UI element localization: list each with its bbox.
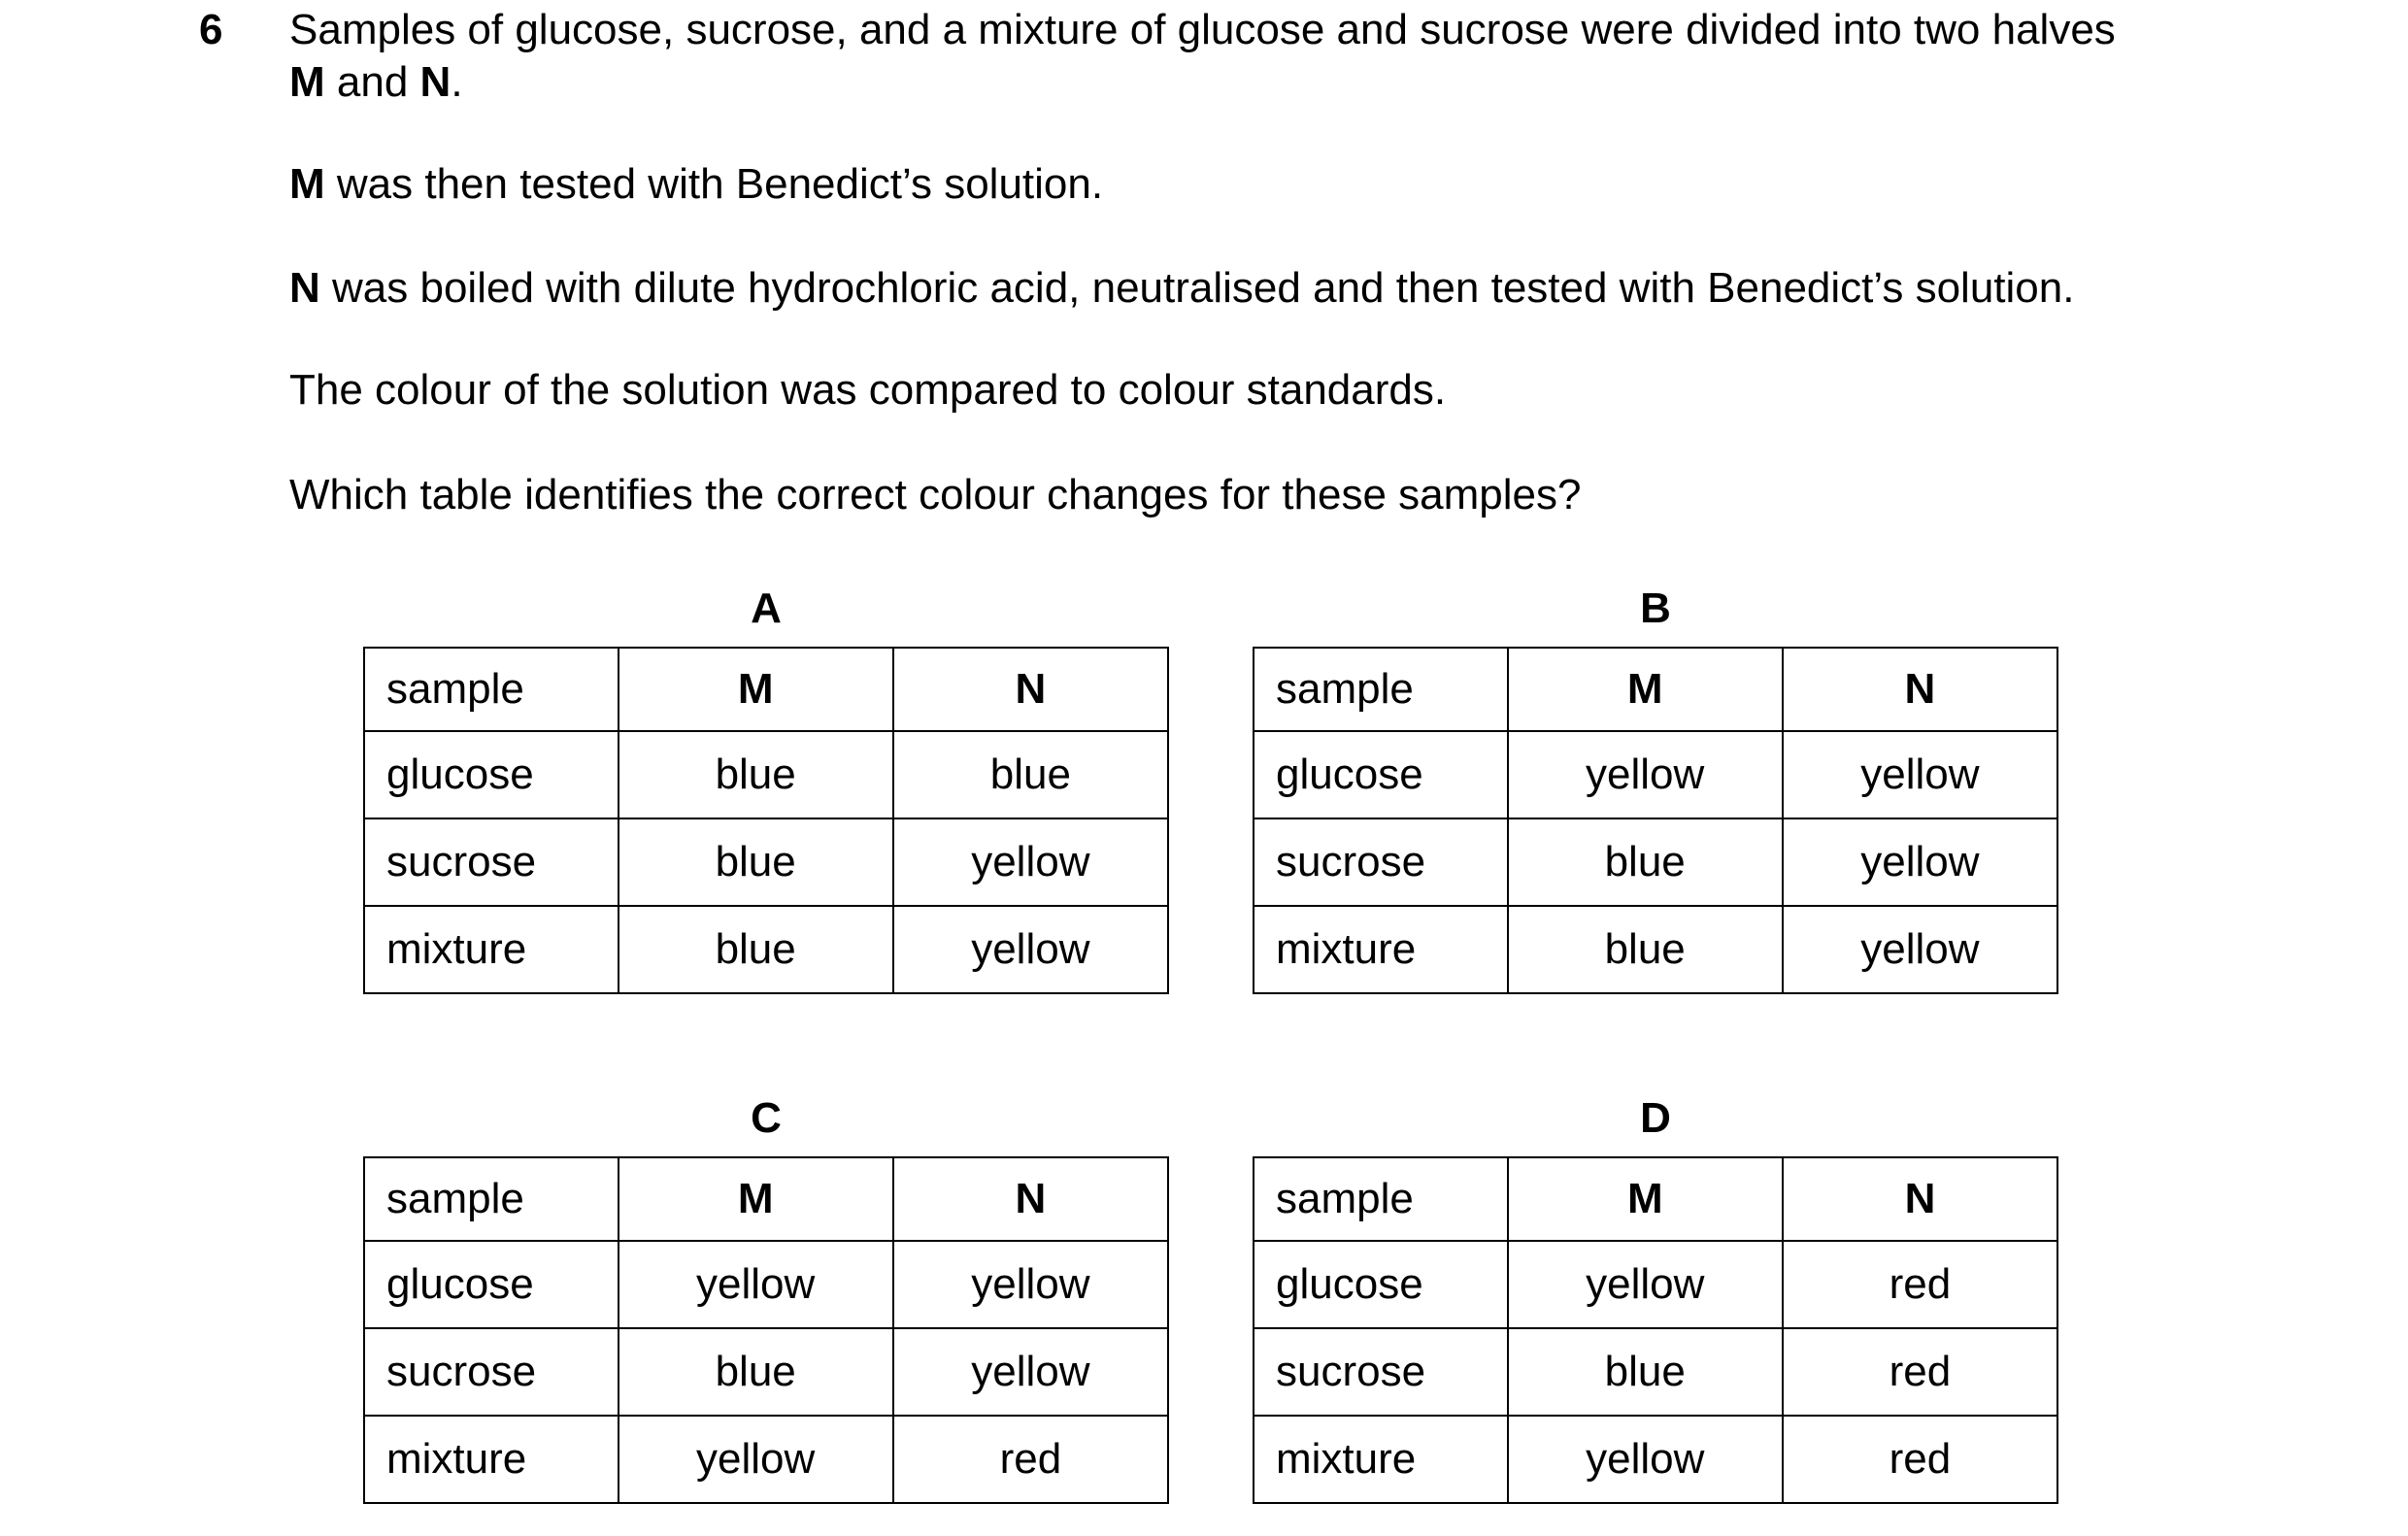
table-row (1254, 1416, 2057, 1503)
cell-n: yellow (893, 906, 1168, 993)
cell-sample: glucose (1254, 731, 1508, 818)
table-row (364, 1416, 1168, 1503)
cell-m: yellow (1508, 1416, 1783, 1503)
cell-n: red (893, 1416, 1168, 1503)
cell-m: yellow (1508, 1241, 1783, 1328)
cell-n: red (1783, 1241, 2057, 1328)
header-m: M (1508, 1157, 1783, 1241)
cell-m: blue (619, 731, 893, 818)
option-table (1253, 647, 2058, 994)
cell-n: blue (893, 731, 1168, 818)
question-prompt: Which table identifies the correct colour changes for these samples? (289, 471, 1582, 518)
option-label: C (751, 1094, 782, 1142)
cell-n: yellow (893, 1241, 1168, 1328)
table-row (364, 906, 1168, 993)
cell-n: yellow (1783, 818, 2057, 906)
cell-sample: glucose (1254, 1241, 1508, 1328)
cell-n: red (1783, 1416, 2057, 1503)
table-header-row (364, 648, 1168, 731)
cell-sample: sucrose (364, 818, 619, 906)
header-n: N (1783, 648, 2057, 731)
header-m: M (619, 1157, 893, 1241)
cell-m: blue (1508, 818, 1783, 906)
cell-m: blue (1508, 906, 1783, 993)
table-row (364, 1328, 1168, 1416)
n-test-text: was boiled with dilute hydrochloric acid, neutralised and then tested with Benedict’s solution. (319, 264, 2075, 312)
option-table (363, 647, 1169, 994)
cell-sample: glucose (364, 1241, 619, 1328)
cell-sample: sucrose (1254, 1328, 1508, 1416)
header-sample: sample (1254, 648, 1508, 731)
intro-line-1: Samples of glucose, sucrose, and a mixture of glucose and sucrose were divided into two halves (289, 6, 2116, 53)
header-sample: sample (364, 648, 619, 731)
table-row (1254, 731, 2057, 818)
cell-n: yellow (893, 818, 1168, 906)
cell-sample: mixture (1254, 1416, 1508, 1503)
cell-m: blue (619, 818, 893, 906)
option-label: A (751, 584, 782, 632)
table-row (364, 731, 1168, 818)
table-row (1254, 1328, 2057, 1416)
table-row (364, 1241, 1168, 1328)
table-row (1254, 906, 2057, 993)
table-row (364, 818, 1168, 906)
n-label: N (289, 264, 320, 312)
intro-m-label: M (289, 58, 325, 106)
cell-m: yellow (619, 1241, 893, 1328)
paragraph-standards: The colour of the solution was compared to colour standards. (289, 366, 1447, 414)
cell-sample: glucose (364, 731, 619, 818)
option-table (1253, 1156, 2058, 1504)
cell-sample: mixture (364, 1416, 619, 1503)
cell-m: yellow (619, 1416, 893, 1503)
header-n: N (1783, 1157, 2057, 1241)
question-number: 6 (199, 6, 223, 53)
cell-m: yellow (1508, 731, 1783, 818)
table-header-row (364, 1157, 1168, 1241)
cell-n: yellow (1783, 731, 2057, 818)
intro-period: . (451, 58, 463, 106)
m-test-text: was then tested with Benedict’s solution. (324, 160, 1104, 208)
m-label: M (289, 160, 325, 208)
cell-m: blue (1508, 1328, 1783, 1416)
cell-sample: mixture (364, 906, 619, 993)
question-intro (289, 4, 2116, 109)
table-row (1254, 818, 2057, 906)
header-n: N (893, 1157, 1168, 1241)
table-header-row (1254, 1157, 2057, 1241)
option-label: D (1640, 1094, 1671, 1142)
header-m: M (619, 648, 893, 731)
header-sample: sample (364, 1157, 619, 1241)
option-label: B (1640, 584, 1671, 632)
intro-n-label: N (419, 58, 452, 106)
cell-sample: sucrose (1254, 818, 1508, 906)
intro-and: and (324, 58, 420, 106)
cell-n: yellow (1783, 906, 2057, 993)
table-row (1254, 1241, 2057, 1328)
cell-n: yellow (893, 1328, 1168, 1416)
cell-n: red (1783, 1328, 2057, 1416)
paragraph-n-test (289, 262, 2074, 315)
header-sample: sample (1254, 1157, 1508, 1241)
option-table (363, 1156, 1169, 1504)
cell-sample: sucrose (364, 1328, 619, 1416)
paragraph-m-test (289, 158, 1103, 211)
cell-sample: mixture (1254, 906, 1508, 993)
header-m: M (1508, 648, 1783, 731)
cell-m: blue (619, 1328, 893, 1416)
cell-m: blue (619, 906, 893, 993)
table-header-row (1254, 648, 2057, 731)
header-n: N (893, 648, 1168, 731)
